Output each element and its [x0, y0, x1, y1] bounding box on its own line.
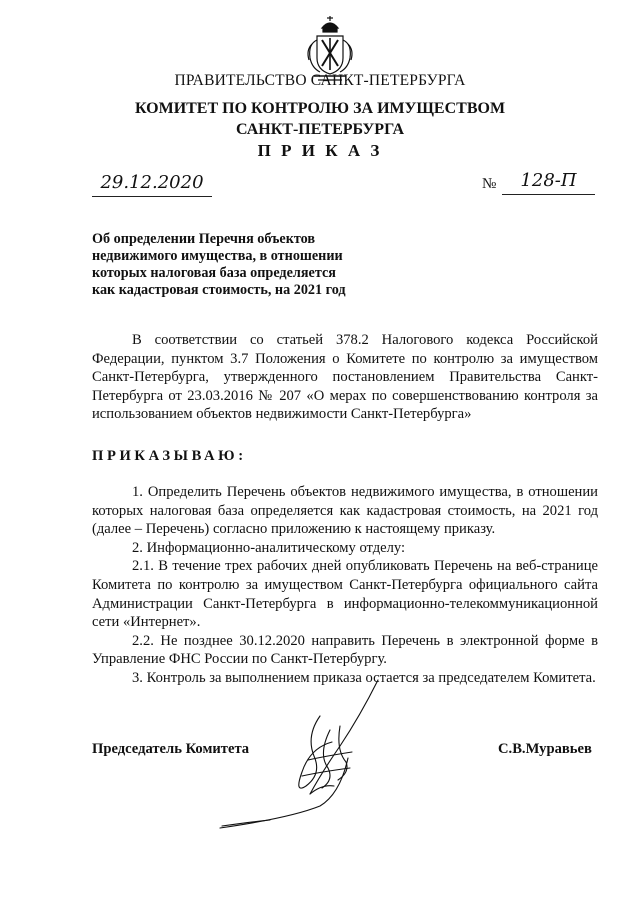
committee-name-line2: САНКТ-ПЕТЕРБУРГА: [235, 121, 405, 138]
signatory-position: Председатель Комитета: [92, 741, 250, 757]
committee-name: [0, 98, 640, 140]
order-item-2: 2. Информационно-аналитическому отделу:: [132, 539, 406, 556]
order-directive: ПРИКАЗЫВАЮ:: [92, 448, 247, 464]
preamble-paragraph: В соответствии со статьей 378.2 Налогового кодекса Российской Федерации, пунктом 3.7 Положения о Комитете по контролю за имуществом Санкт-Петербурга, утвержденного постановлением Правительства Санкт-Петербурга от 23.03.2016 № 207 «О мерах по совершенствованию контроля за использованием объектов недвижимости Санкт-Петербурга»: [92, 332, 598, 423]
order-item-2-2: 2.2. Не позднее 30.12.2020 направить Перечень в электронной форме в Управление ФНС России по Санкт-Петербургу.: [92, 632, 598, 668]
order-items: [92, 483, 598, 688]
handwritten-signature: [210, 676, 410, 836]
number-label: №: [482, 176, 497, 192]
subject-line: которых налоговая база определяется: [92, 265, 336, 281]
subject-line: Об определении Перечня объектов: [92, 231, 316, 247]
document-subject: [92, 231, 382, 299]
order-item-3: 3. Контроль за выполнением приказа остается за председателем Комитета.: [132, 669, 596, 686]
government-name: ПРАВИТЕЛЬСТВО САНКТ-ПЕТЕРБУРГА: [174, 72, 466, 89]
subject-line: как кадастровая стоимость, на 2021 год: [92, 282, 346, 298]
committee-name-line1: КОМИТЕТ ПО КОНТРОЛЮ ЗА ИМУЩЕСТВОМ: [134, 100, 506, 117]
document-date: 29.12.2020: [92, 170, 212, 197]
document-type: П Р И К А З: [257, 141, 383, 160]
order-item-2-1: 2.1. В течение трех рабочих дней опубликовать Перечень на веб-странице Комитета по контролю за имуществом Санкт-Петербурга официального сайта Администрации Санкт-Петербурга в информационно-телекоммуникационной сети «Интернет».: [92, 558, 598, 631]
signatory-name: С.В.Муравьев: [498, 741, 592, 757]
subject-line: недвижимого имущества, в отношении: [92, 248, 343, 264]
order-item-1: 1. Определить Перечень объектов недвижимого имущества, в отношении которых налоговая база определяется как кадастровая стоимость, на 2021 год (далее – Перечень) согласно приложению к настоящему приказу.: [92, 484, 598, 538]
document-number: 128-П: [502, 168, 595, 195]
